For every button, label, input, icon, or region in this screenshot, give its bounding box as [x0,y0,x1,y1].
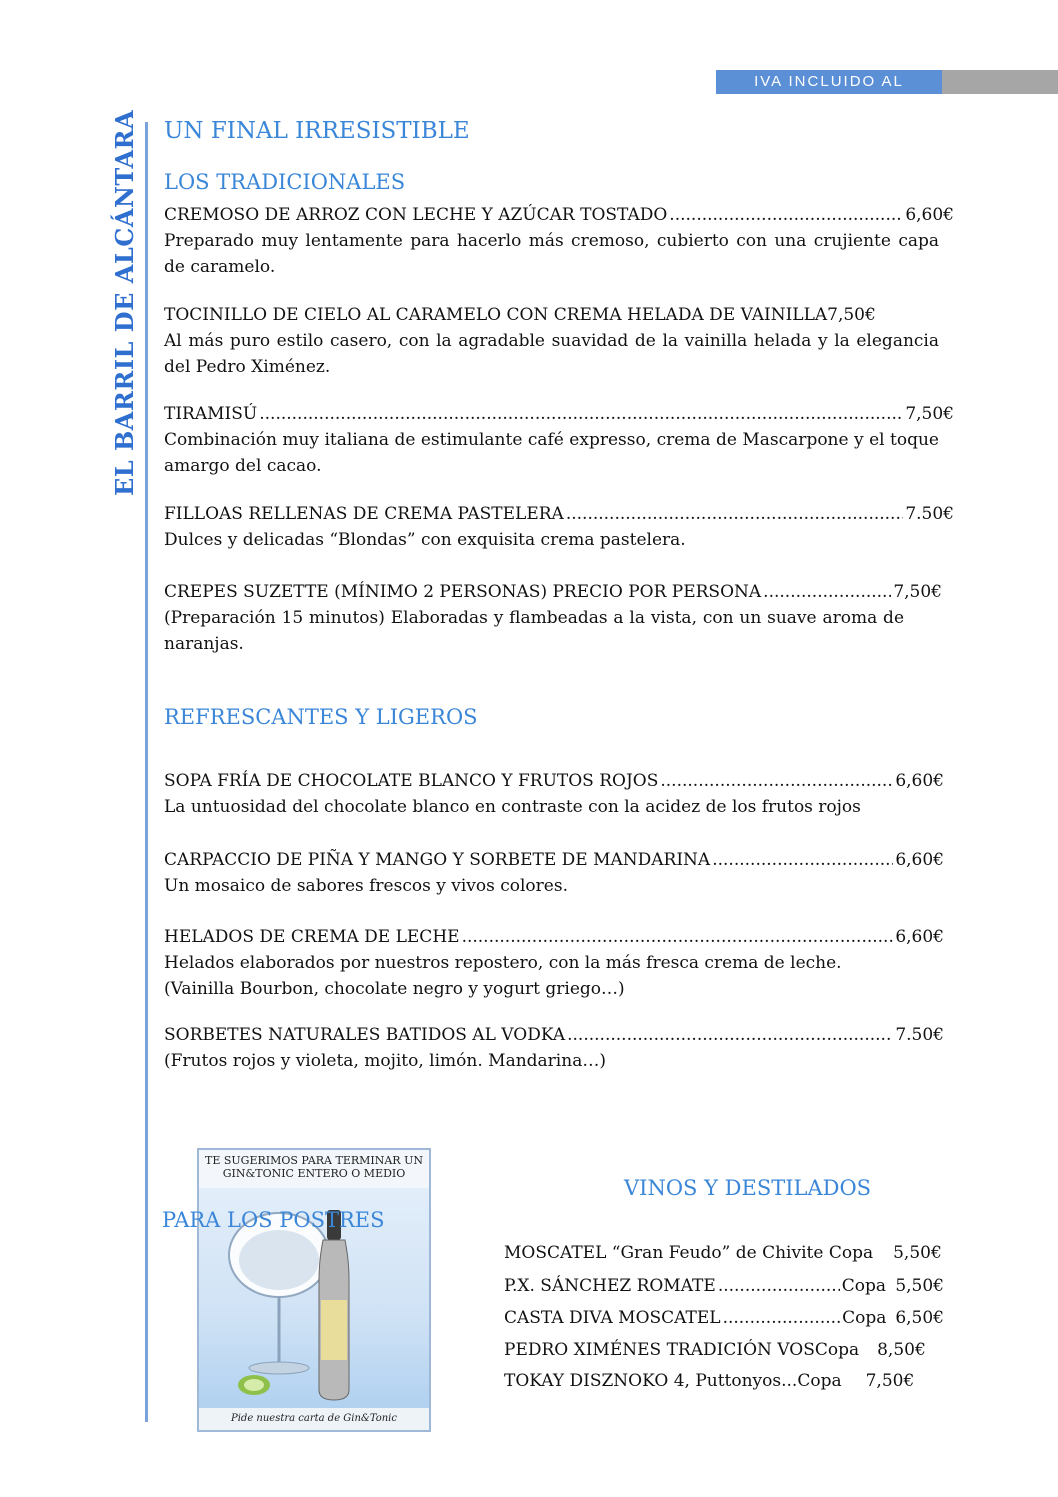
wine-item [504,1368,944,1394]
wine-name: CASTA DIVA MOSCATEL [504,1308,721,1328]
menu-item [164,302,954,380]
item-price: 7,50€ [905,404,954,424]
item-description: Al más puro estilo casero, con la agradable suavidad de la vainilla helada y la elegancia del Pedro Ximénez. [164,331,939,377]
wine-name: MOSCATEL “Gran Feudo” de Chivite Copa [504,1243,874,1263]
wine-price: 5,50€ [893,1243,942,1263]
item-name: SORBETES NATURALES BATIDOS AL VODKA [164,1025,566,1045]
wine-item [504,1273,944,1299]
ad-headline [199,1154,429,1180]
wine-name: PEDRO XIMÉNES TRADICIÓN VOSCopa [504,1340,860,1360]
item-description: Preparado muy lentamente para hacerlo más cremoso, cubierto con una crujiente capa de caramelo. [164,231,939,277]
menu-item [164,924,954,1002]
menu-item [164,768,954,820]
wine-unit: Copa [842,1308,887,1328]
page-title: UN FINAL IRRESISTIBLE [164,118,470,144]
wine-unit: Copa [841,1276,887,1296]
item-price: 6,60€ [895,850,944,870]
item-name: SOPA FRÍA DE CHOCOLATE BLANCO Y FRUTOS ROJOS [164,771,659,791]
section-title-refrescantes: REFRESCANTES Y LIGEROS [164,705,478,729]
item-description: Helados elaborados por nuestros repostero, con la más fresca crema de leche. [164,953,842,973]
dot-leader [462,924,894,950]
wine-price: 7,50€ [865,1371,915,1391]
item-name: HELADOS DE CREMA DE LECHE [164,927,460,947]
item-price: 6,60€ [905,205,954,225]
dot-leader [567,1022,893,1048]
menu-item [164,1022,954,1074]
menu-item [164,401,954,479]
ad-headline-line-1: TE SUGERIMOS PARA TERMINAR UN [205,1154,423,1167]
wine-item [504,1337,954,1363]
dot-leader [660,768,893,794]
wine-item [504,1240,974,1266]
item-description-extra: (Vainilla Bourbon, chocolate negro y yogurt griego…) [164,979,625,999]
item-price: 6,60€ [895,927,944,947]
item-description: Un mosaico de sabores frescos y vivos colores. [164,876,568,896]
ad-headline-line-2: GIN&TONIC ENTERO O MEDIO [222,1167,406,1180]
section-title-tradicionales: LOS TRADICIONALES [164,170,406,194]
wine-price: 8,50€ [877,1340,926,1360]
iva-label: IVA INCLUIDO AL [716,70,942,94]
ad-footer: Pide nuestra carta de Gin&Tonic [231,1413,397,1424]
item-name: FILLOAS RELLENAS DE CREMA PASTELERA [164,504,564,524]
gin-tonic-advert [197,1148,431,1432]
item-description: Dulces y delicadas “Blondas” con exquisita crema pastelera. [164,530,686,550]
dot-leader [669,202,903,228]
item-price: 7,50€ [827,305,876,325]
wine-price: 6,50€ [895,1308,944,1328]
item-name: CREPES SUZETTE (MÍNIMO 2 PERSONAS) PRECIO POR PERSONA [164,582,762,602]
item-description: (Frutos rojos y violeta, mojito, limón. Mandarina…) [164,1051,606,1071]
dot-leader [723,1305,841,1331]
section-title-vinos: VINOS Y DESTILADOS [624,1176,872,1200]
dot-leader [763,579,891,605]
menu-item [164,202,954,280]
menu-item [164,501,954,553]
gin-tonic-illustration [199,1150,429,1430]
item-name: CREMOSO DE ARROZ CON LECHE Y AZÚCAR TOSTADO [164,205,668,225]
wine-item [504,1305,944,1331]
dot-leader [712,847,893,873]
menu-item [164,579,954,657]
dot-leader [259,401,903,427]
item-price: 6,60€ [895,771,944,791]
wine-name: P.X. SÁNCHEZ ROMATE [504,1276,716,1296]
item-name: TOCINILLO DE CIELO AL CARAMELO CON CREMA HELADA DE VAINILLA [164,305,828,325]
wine-unit: Copa [797,1371,842,1391]
dot-leader [718,1273,840,1299]
item-description: La untuosidad del chocolate blanco en contraste con la acidez de los frutos rojos [164,797,861,817]
item-description: (Preparación 15 minutos) Elaboradas y flambeadas a la vista, con un suave aroma de naranjas. [164,608,904,654]
item-description: Combinación muy italiana de estimulante café expresso, crema de Mascarpone y el toque amargo del cacao. [164,430,939,476]
item-price: 7.50€ [895,1025,944,1045]
para-postres-label: PARA LOS POSTRES [162,1208,385,1232]
wine-name: TOKAY DISZNOKO 4, Puttonyos... [504,1371,798,1391]
item-price: 7,50€ [893,582,942,602]
side-title: EL BARRIL DE ALCÁNTARA [110,109,139,496]
item-price: 7.50€ [905,504,954,524]
side-rule [145,122,148,1422]
item-name: TIRAMISÚ [164,404,258,424]
menu-item [164,847,954,899]
wine-price: 5,50€ [895,1276,944,1296]
dot-leader [566,501,904,527]
item-name: CARPACCIO DE PIÑA Y MANGO Y SORBETE DE MANDARINA [164,850,711,870]
